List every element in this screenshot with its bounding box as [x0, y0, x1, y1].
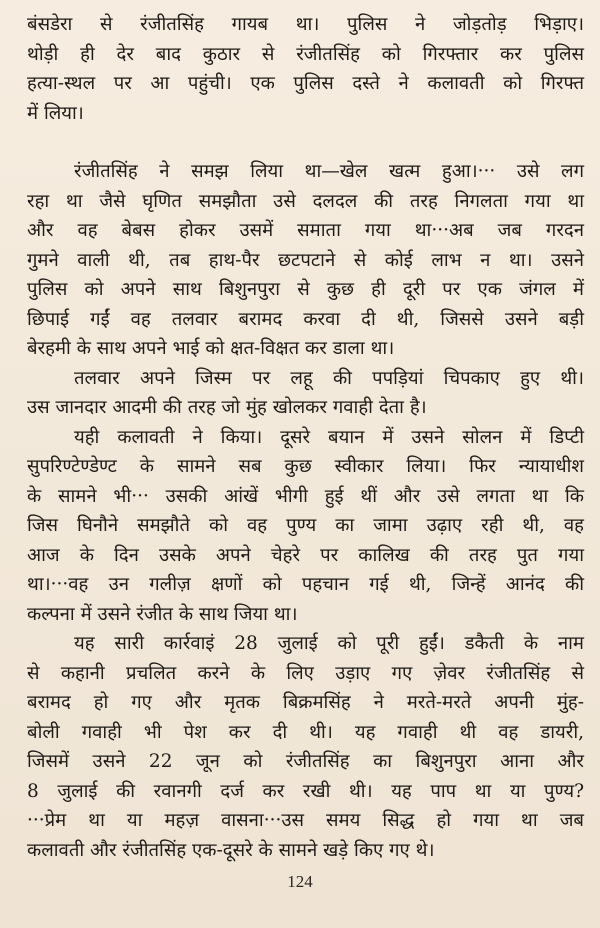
text-line: था।···वह उन गलीज़ क्षणों को पहचान गई थी, जिन्हें आनंद की [27, 574, 584, 595]
text-line: उस जानदार आदमी की तरह जो मुंह खोलकर गवाही देता है। [27, 397, 427, 418]
text-line: छिपाई गईं वह तलवार बरामद करवा दी थी, जिससे उसने बड़ी [27, 308, 584, 330]
paragraph-gap [27, 128, 584, 157]
page-number: 124 [287, 872, 313, 891]
text-line: गुमने वाली थी, तब हाथ-पैर छटपटाने से कोई लाभ न था। उसने [27, 249, 584, 271]
text-line: जिस घिनौने समझौते को वह पुण्य का जामा उढ़ाए रही थी, वह [27, 515, 584, 536]
text-line: हत्या-स्थल पर आ पहुंची। एक पुलिस दस्ते ने कलावती को गिरफ्त [27, 73, 584, 94]
paragraph [27, 423, 584, 630]
text-line: बंसडेरा से रंजीतसिंह गायब था। पुलिस ने जोड़तोड़ भिड़ाए। [27, 14, 584, 35]
text-line: कलावती और रंजीतसिंह एक-दूसरे के सामने खड़े किए गए थे। [27, 839, 435, 861]
text-line: कल्पना में उसने रंजीत के साथ जिया था। [27, 603, 298, 625]
text-line: बरामद हो गए और मृतक बिक्रमसिंह ने मरते-मरते अपनी मुंह- [27, 692, 584, 713]
text-line: आज के दिन उसके अपने चेहरे पर कालिख की तरह पुत गया [27, 544, 584, 566]
text-line: बेरहमी के साथ अपने भाई को क्षत-विक्षत कर डाला था। [27, 338, 395, 359]
text-line: रंजीतसिंह ने समझ लिया था—खेल खत्म हुआ।··· उसे लग [74, 161, 584, 182]
text-line: रहा था जैसे घृणित समझौता उसे दलदल की तरह निगलता गया था [27, 190, 584, 212]
paragraph [27, 364, 584, 423]
text-line: और वह बेबस होकर उसमें समाता गया था···अब जब गरदन [27, 220, 584, 241]
text-line: सुपरिण्टेण्डेण्ट के सामने सब कुछ स्वीकार लिया। फिर न्यायाधीश [27, 456, 584, 477]
paragraph [27, 629, 584, 865]
text-line: से कहानी प्रचलित करने के लिए उड़ाए गए ज़ेवर रंजीतसिंह से [27, 662, 584, 684]
text-line: जिसमें उसने 22 जून को रंजीतसिंह का बिशुनपुरा आना और [27, 751, 584, 772]
text-line: के सामने भी··· उसकी आंखें भीगी हुई थीं और उसे लगता था कि [27, 485, 584, 507]
text-body [27, 10, 584, 865]
text-line: ···प्रेम था या महज़ वासना···उस समय सिद्ध हो गया था जब [27, 810, 584, 831]
text-line: थोड़ी ही देर बाद कुठार से रंजीतसिंह को गिरफ्तार कर पुलिस [27, 43, 584, 65]
text-line: यही कलावती ने किया। दूसरे बयान में उसने सोलन में डिप्टी [74, 426, 584, 448]
text-line: पुलिस को अपने साथ बिशुनपुरा से कुछ ही दूरी पर एक जंगल में [27, 279, 584, 300]
text-line: यह सारी कार्रवाइं 28 जुलाई को पूरी हुईं। डकैती के नाम [74, 633, 584, 654]
text-line: में लिया। [27, 102, 84, 124]
text-line: बोली गवाही भी पेश कर दी थी। यह गवाही थी वह डायरी, [27, 721, 584, 743]
paragraph [27, 10, 584, 128]
text-line: तलवार अपने जिस्म पर लहू की पपड़ियां चिपकाए हुए थी। [74, 367, 584, 389]
text-line: 8 जुलाई की रवानगी दर्ज कर रखी थी। यह पाप था या पुण्य? [27, 780, 584, 802]
paragraph [27, 157, 584, 364]
